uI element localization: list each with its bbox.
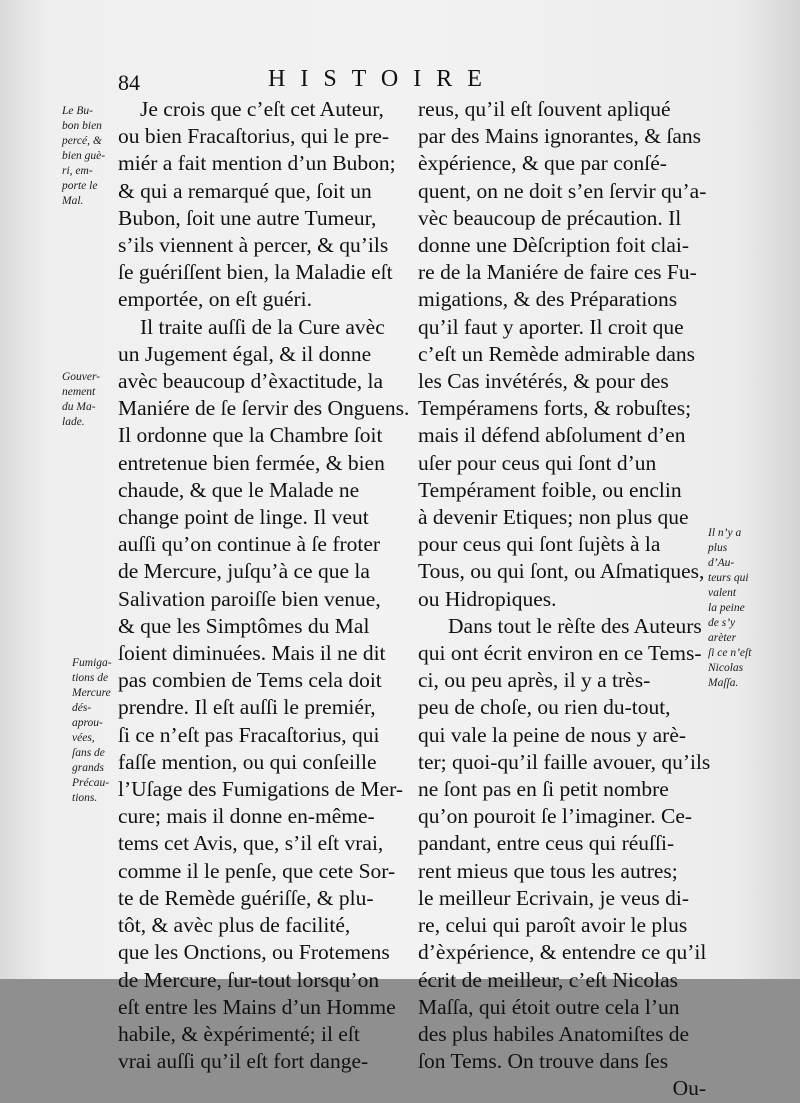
margin-note-line: Précau- (72, 777, 110, 789)
text-line: reus, qu’il eſt ſouvent apliqué (418, 97, 671, 121)
text-line: faſſe mention, ou qui conſeille (118, 749, 377, 774)
running-head: HISTOIRE (268, 66, 497, 92)
text-line: ſoient diminuées. Mais il ne dit (118, 641, 386, 666)
margin-note-line: vées, (72, 732, 95, 744)
text-line: entretenue bien fermée, & bien (118, 450, 385, 475)
left-text-column (118, 96, 408, 1075)
page-header (110, 66, 730, 96)
text-line: qu’il faut y aporter. Il croit que (418, 314, 684, 339)
text-line: & qui a remarqué que, ſoit un (118, 178, 372, 203)
margin-note-line: percé, & (62, 135, 102, 147)
text-line: rent mieus que tous les autres; (418, 858, 678, 883)
text-line: ou Hidropiques. (418, 586, 557, 611)
text-line: ſi ce n’eſt pas Fracaſtorius, qui (118, 722, 380, 747)
text-line: des plus habiles Anatomiſtes de (418, 1021, 690, 1046)
text-line: miér a fait mention d’un Bubon; (118, 151, 396, 176)
text-line: quent, on ne doit s’en ſervir qu’a- (418, 178, 707, 203)
margin-note-line: porte le (62, 180, 98, 192)
text-line: de Mercure, juſqu’à ce que la (118, 559, 370, 584)
margin-note-line: Mercure (72, 687, 111, 699)
margin-note-line: Le Bu- (62, 105, 93, 117)
text-line: vèc beaucoup de précaution. Il (418, 205, 682, 230)
margin-note-line: Gouver- (62, 371, 101, 383)
text-line: qui ont écrit environ en ce Tems- (418, 641, 702, 666)
text-line: les Cas invétérés, & pour des (418, 369, 669, 394)
margin-note-auteurs (708, 526, 751, 691)
margin-note-line: valent (708, 587, 737, 599)
text-line: ſe guériſſent bien, la Maladie eſt (118, 260, 393, 285)
text-line: écrit de meilleur, c’eſt Nicolas (418, 967, 679, 992)
text-line: Tempérament foible, ou enclin (418, 477, 682, 502)
margin-note-line: lade. (62, 416, 85, 428)
text-line: change point de linge. Il veut (118, 505, 369, 530)
text-line: Bubon, ſoit une autre Tumeur, (118, 205, 377, 230)
text-line: ci, ou peu après, il y a très- (418, 668, 651, 693)
margin-note-fumigations (72, 656, 112, 806)
margin-note-line: Fumiga- (72, 657, 112, 669)
margin-note-line: tions. (72, 792, 98, 804)
text-line: à devenir Etiques; non plus que (418, 505, 689, 530)
text-line: cure; mais il donne en-même- (118, 804, 375, 829)
text-line: avèc beaucoup d’èxactitude, la (118, 369, 384, 394)
text-line: Dans tout le rèſte des Auteurs (448, 613, 702, 638)
text-line: Il traite auſſi de la Cure avèc (140, 314, 385, 339)
text-line: habile, & èxpérimenté; il eſt (118, 1021, 360, 1046)
margin-note-line: de s’y (708, 617, 736, 629)
text-line: vrai auſſi qu’il eſt fort dange- (118, 1049, 369, 1074)
text-line: que les Onctions, ou Frotemens (118, 940, 390, 965)
text-line: prendre. Il eſt auſſi le premiér, (118, 695, 376, 720)
text-line: de Mercure, ſur-tout lorsqu’on (118, 967, 380, 992)
text-line: eſt entre les Mains d’un Homme (118, 994, 396, 1019)
margin-note-line: la peine (708, 602, 745, 614)
margin-note-line: tions de (72, 672, 109, 684)
text-line: comme il le penſe, que cete Sor- (118, 858, 396, 883)
text-line: auſſi qu’on continue à ſe froter (118, 532, 381, 557)
text-line: èxpérience, & que par conſé- (418, 151, 667, 176)
margin-note-line: Maſſa. (708, 677, 739, 689)
text-line: pour ceus qui ſont ſujèts à la (418, 532, 661, 557)
text-line: tôt, & avèc plus de facilité, (118, 913, 351, 938)
text-line: te de Remède guériſſe, & plu- (118, 885, 374, 910)
text-line: pas combien de Tems cela doit (118, 668, 382, 693)
margin-note-line: ſans de (72, 747, 105, 759)
text-line: qu’on pouroit ſe l’imaginer. Ce- (418, 804, 693, 829)
text-line: par des Mains ignorantes, & ſans (418, 124, 702, 149)
text-line: emportée, on eſt guéri. (118, 287, 313, 312)
margin-note-line: dés- (72, 702, 92, 714)
text-line: ne ſont pas en ſi petit nombre (418, 777, 669, 802)
text-line: re de la Maniére de faire ces Fu- (418, 260, 697, 285)
text-line: uſer pour ceus qui ſont d’un (418, 450, 657, 475)
margin-note-gouvernement (62, 370, 100, 430)
text-line: & que les Simptômes du Mal (118, 613, 370, 638)
text-line: Tempéramens forts, & robuſtes; (418, 396, 692, 421)
text-line: ter; quoi-qu’il faille avouer, qu’ils (418, 749, 711, 774)
margin-note-line: grands (72, 762, 104, 774)
text-line: qui vale la peine de nous y arè- (418, 722, 687, 747)
text-line: Maniére de ſe ſervir des Onguens. (118, 396, 410, 421)
margin-note-line: d’Au- (708, 557, 735, 569)
text-line: migations, & des Préparations (418, 287, 678, 312)
text-line: Je crois que c’eſt cet Auteur, (140, 97, 384, 121)
text-line: Tous, ou qui ſont, ou Aſmatiques, (418, 559, 705, 584)
text-line: ſon Tems. On trouve dans ſes (418, 1049, 669, 1074)
margin-note-line: Nicolas (708, 662, 744, 674)
text-line: c’eſt un Remède admirable dans (418, 341, 696, 366)
margin-note-line: du Ma- (62, 401, 96, 413)
text-line: ou bien Fracaſtorius, qui le pre- (118, 124, 390, 149)
margin-note-line: Mal. (62, 195, 84, 207)
page-number: 84 (118, 70, 140, 95)
text-line: Ou- (672, 1076, 706, 1101)
text-line: le meilleur Ecrivain, je veus di- (418, 885, 690, 910)
margin-note-line: bon bien (62, 120, 102, 132)
text-line: tems cet Avis, que, s’il eſt vrai, (118, 831, 384, 856)
text-line: mais il défend abſolument d’en (418, 423, 686, 448)
text-line: pandant, entre ceus qui réuſſi- (418, 831, 675, 856)
text-line: un Jugement égal, & il donne (118, 341, 372, 366)
text-line: donne une Dèſcription foit clai- (418, 233, 690, 258)
margin-note-line: plus (708, 542, 728, 554)
text-line: Il ordonne que la Chambre ſoit (118, 423, 383, 448)
margin-note-line: ſi ce n’eſt (708, 647, 752, 659)
text-line: Maſſa, qui étoit outre cela l’un (418, 994, 680, 1019)
margin-note-line: teurs qui (708, 572, 749, 584)
margin-note-line: nement (62, 386, 96, 398)
text-line: s’ils viennent à percer, & qu’ils (118, 233, 389, 258)
text-line: l’Uſage des Fumigations de Mer- (118, 777, 403, 802)
margin-note-bubon (62, 104, 105, 209)
text-line: chaude, & que le Malade ne (118, 477, 360, 502)
margin-note-line: aprou- (72, 717, 103, 729)
margin-note-line: arèter (708, 632, 737, 644)
margin-note-line: ri, em- (62, 165, 93, 177)
text-line: d’èxpérience, & entendre ce qu’il (418, 940, 707, 965)
text-line: Salivation paroiſſe bien venue, (118, 586, 381, 611)
text-line: re, celui qui paroît avoir le plus (418, 913, 688, 938)
margin-note-line: Il n’y a (708, 527, 742, 539)
text-line: peu de choſe, ou rien du-tout, (418, 695, 671, 720)
right-text-column (418, 96, 710, 1103)
margin-note-line: bien guè- (62, 150, 106, 162)
